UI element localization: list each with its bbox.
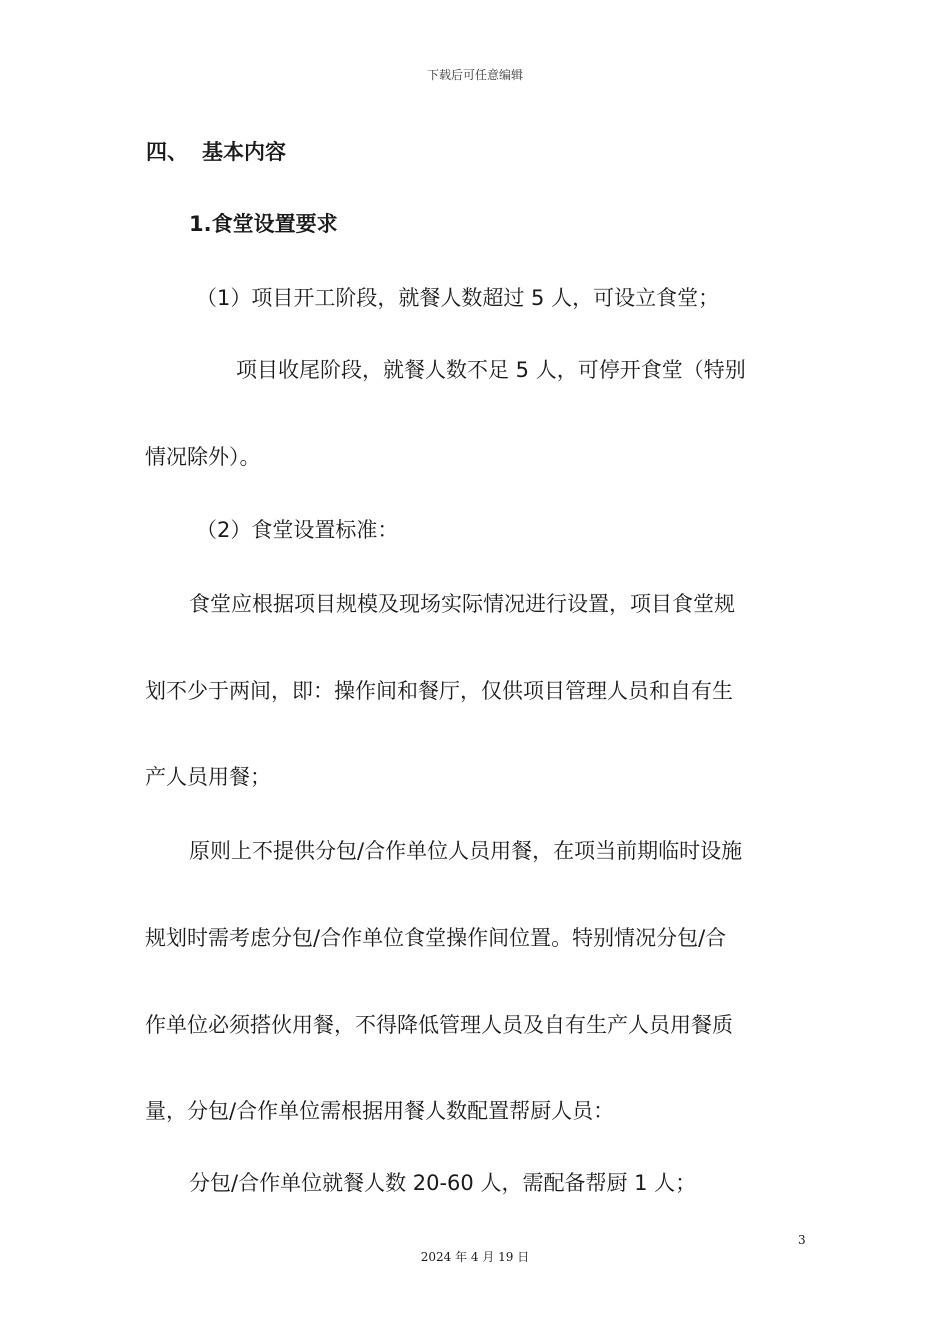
section-number: 四、	[146, 140, 188, 164]
paragraph-line: 分包/合作单位就餐人数 20-60 人，需配备帮厨 1 人；	[189, 1171, 697, 1195]
section-heading	[146, 136, 286, 166]
section-title: 基本内容	[202, 140, 286, 164]
page-header: 下载后可任意编辑	[426, 68, 523, 82]
paragraph-line: 食堂应根据项目规模及现场实际情况进行设置，项目食堂规	[189, 592, 735, 616]
paragraph-line: 量，分包/合作单位需根据用餐人数配置帮厨人员：	[145, 1099, 615, 1123]
paragraph-line: 规划时需考虑分包/合作单位食堂操作间位置。特别情况分包/合	[145, 926, 727, 950]
paragraph-line: 情况除外）。	[145, 445, 261, 469]
paragraph-line: 划不少于两间，即：操作间和餐厅，仅供项目管理人员和自有生	[145, 679, 733, 703]
subsection-heading: 1.食堂设置要求	[189, 212, 338, 236]
paragraph-line: （2）食堂设置标准：	[196, 518, 399, 542]
page-number: 3	[798, 1233, 806, 1247]
paragraph-line: （1）项目开工阶段，就餐人数超过 5 人，可设立食堂；	[196, 286, 720, 310]
paragraph-line: 产人员用餐；	[145, 765, 271, 789]
paragraph-line: 作单位必须搭伙用餐，不得降低管理人员及自有生产人员用餐质	[145, 1013, 733, 1037]
paragraph-line: 原则上不提供分包/合作单位人员用餐，在项当前期临时设施	[189, 839, 743, 863]
paragraph-line: 项目收尾阶段，就餐人数不足 5 人，可停开食堂（特别	[236, 358, 746, 382]
footer-date: 2024 年 4 月 19 日	[420, 1250, 530, 1264]
